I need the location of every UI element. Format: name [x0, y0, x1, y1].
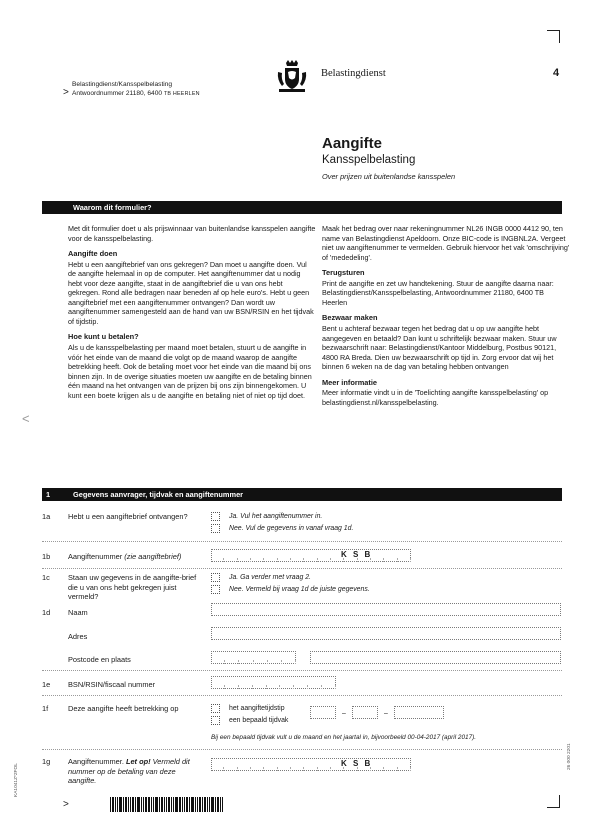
q1f-dash-1: –	[342, 710, 346, 717]
q1d-address-label: Adres	[68, 632, 88, 641]
sender-arrow-icon: >	[63, 87, 69, 98]
rijkswapen-logo-icon	[276, 60, 308, 94]
meer-text[interactable]: Meer informatie vindt u in de 'Toelichting aangifte kansspelbelasting' op belastingdienst.nl/kansspelbelasting.	[322, 388, 549, 407]
info-column-right	[322, 224, 570, 413]
q1c-no-checkbox[interactable]	[211, 585, 220, 594]
brand-name: Belastingdienst	[321, 68, 386, 79]
section-1-number: 1	[46, 490, 51, 499]
address-input[interactable]	[211, 627, 561, 640]
q1f-tijdstip-checkbox[interactable]	[211, 704, 220, 713]
q1b-label-note: (zie aangiftebrief)	[124, 552, 182, 561]
sender-line-2: Antwoordnummer 21180, 6400	[72, 89, 163, 97]
bezwaar-text: Bent u achteraf bezwaar tegen het bedrag dat u op uw aangifte hebt aangegeven en betaald? Dan kunt u schriftelijk bezwaar maken. Stuur uw bezwaarschrift naar: Belastingdienst/Kantoor Middelburg, Postbus 90121, 4800 RA Breda. Dien uw bezwaarschrift op tijd in. Zorg ervoor dat wij het binnen 6 weken na de dag van betaling hebben ontvangen	[322, 324, 557, 372]
q1f-note: Bij een bepaald tijdvak vult u de maand en het jaartal in, bijvoorbeeld 00-04-2017 (april 2017).	[211, 734, 477, 741]
q1e-label: BSN/RSIN/fiscaal nummer	[68, 680, 156, 689]
payment-text: Maak het bedrag over naar rekeningnummer NL26 INGB 0000 4412 90, ten name van Belastingdienst Apeldoorn. Onze BIC-code is INGBNL2A. Vergeet niet uw aangiftenummer te vermelden. Gebruik hiervoor het vak 'omschrijving' of 'mededeling'.	[322, 224, 570, 262]
row-divider	[42, 749, 562, 750]
page-number: 4	[553, 67, 560, 79]
name-input[interactable]	[211, 603, 561, 616]
city-input[interactable]	[310, 651, 561, 664]
q1f-tijdvak-checkbox[interactable]	[211, 716, 220, 725]
q1f-dash-2: –	[384, 710, 388, 717]
row-divider	[42, 541, 562, 542]
q1a-yes-label: Ja. Vul het aangiftenummer in.	[229, 513, 323, 520]
q1d-postcode-label: Postcode en plaats	[68, 655, 131, 664]
postcode-ticks	[211, 651, 296, 664]
q1f-number: 1f	[42, 704, 49, 713]
row-divider	[42, 670, 562, 671]
period-day-input[interactable]	[310, 706, 336, 719]
section-header-1	[42, 488, 562, 501]
q1b-prefix-letters: K S B	[341, 550, 373, 559]
bsn-ticks	[211, 676, 336, 689]
q1g-number: 1g	[42, 757, 51, 766]
q1g-label: Aangiftenummer. Let op! Vermeld dit nummer op de betaling van deze aangifte.	[68, 757, 190, 786]
q1b-label: Aangiftenummer	[68, 552, 123, 561]
aangifte-text: Hebt u een aangiftebrief van ons gekregen? Dan moet u aangifte doen. Vul de aangifte helemaal in op de computer. Het aangiftenummer dat u nodig hebt voor deze aangifte, staat in de aangiftebrief die u van ons hebt gekregen. Rond alle bedragen naar beneden af op hele euro's. Hebt u geen aangiftebrief met een aangiftenummer ontvangen? Dan wordt uw aangiftenummer samengesteld aan de hand van uw BSN/RSIN en het tijdvak of tijdstip.	[68, 259, 314, 326]
q1a-no-checkbox[interactable]	[211, 524, 220, 533]
row-divider	[42, 568, 562, 569]
q1f-label: Deze aangifte heeft betrekking op	[68, 704, 179, 713]
aangiftenummer-repeat-ticks	[211, 758, 411, 771]
betalen-text: Als u de kansspelbelasting per maand moet betalen, stuurt u de aangifte in vóór het einde van de maand die volgt op de maand waarop de aangifte betrekking heeft. Ook de betaling moet voor het einde van die maand bij ons binnen zijn. In de overige situaties moeten uw aangifte en de betaling binnen één maand na het ontvangen van de prijzen bij ons zijn binnengekomen. U kunt een boete krijgen als u de aangifte en betaling niet of niet op tijd doet.	[68, 343, 312, 400]
sender-line-1: Belastingdienst/Kansspelbelasting	[72, 81, 173, 88]
terugsturen-text: Print de aangifte en zet uw handtekening. Stuur de aangifte daarna naar: Belastingdienst/Kansspelbelasting, Antwoordnummer 21180, 6400 TB Heerlen	[322, 278, 554, 307]
row-divider	[42, 695, 562, 696]
q1c-yes-label: Ja. Ga verder met vraag 2.	[229, 574, 311, 581]
q1f-tijdstip-label: het aangiftetijdstip	[229, 705, 285, 712]
intro-text: Met dit formulier doet u als prijswinnaar van buitenlandse kansspelen aangifte voor de kansspelbelasting.	[68, 224, 316, 243]
q1a-no-label: Nee. Vul de gegevens in vanaf vraag 1d.	[229, 525, 354, 532]
q1g-prefix-letters: K S B	[341, 759, 373, 768]
form-subtitle: Kansspelbelasting	[322, 154, 416, 166]
betalen-heading: Hoe kunt u betalen?	[68, 332, 139, 342]
q1c-number: 1c	[42, 573, 50, 582]
crop-mark-top-right	[547, 30, 560, 43]
terugsturen-heading: Terugsturen	[322, 268, 365, 277]
section-why-label: Waarom dit formulier?	[73, 203, 152, 212]
aangifte-heading: Aangifte doen	[68, 249, 118, 258]
form-code-left: KA1041Z*2FOL	[14, 763, 19, 797]
section-header-why	[42, 201, 562, 214]
q1f-tijdvak-label: een bepaald tijdvak	[229, 717, 289, 724]
crop-mark-bottom-right	[547, 795, 560, 808]
section-1-label: Gegevens aanvrager, tijdvak en aangiftenummer	[73, 490, 244, 499]
period-year-input[interactable]	[394, 706, 444, 719]
q1d-number: 1d	[42, 608, 51, 617]
q1a-number: 1a	[42, 512, 51, 521]
barcode-icon	[110, 797, 237, 812]
q1e-number: 1e	[42, 680, 51, 689]
q1a-yes-checkbox[interactable]	[211, 512, 220, 521]
q1c-label: Staan uw gegevens in de aangifte-brief die u van ons hebt gekregen juist vermeld?	[68, 573, 197, 602]
fold-mark-icon: <	[22, 411, 30, 426]
q1d-name-label: Naam	[68, 608, 88, 617]
barcode-arrow-icon: >	[63, 799, 69, 810]
period-month-input[interactable]	[352, 706, 378, 719]
q1c-yes-checkbox[interactable]	[211, 573, 220, 582]
meer-heading: Meer informatie	[322, 377, 378, 387]
form-title: Aangifte	[322, 135, 382, 152]
sender-line-2-suffix: TB HEERLEN	[163, 90, 200, 97]
q1a-label: Hebt u een aangiftebrief ontvangen?	[68, 512, 188, 521]
form-tagline: Over prijzen uit buitenlandse kansspelen	[322, 172, 456, 181]
bezwaar-heading: Bezwaar maken	[322, 313, 378, 323]
form-code-right: 26 000 2201	[567, 743, 572, 770]
sender-address	[72, 81, 200, 99]
q1b-number: 1b	[42, 552, 51, 561]
info-column-left	[68, 224, 316, 406]
aangiftenummer-ticks	[211, 549, 411, 562]
q1c-no-label: Nee. Vermeld bij vraag 1d de juiste gegevens.	[229, 586, 370, 593]
